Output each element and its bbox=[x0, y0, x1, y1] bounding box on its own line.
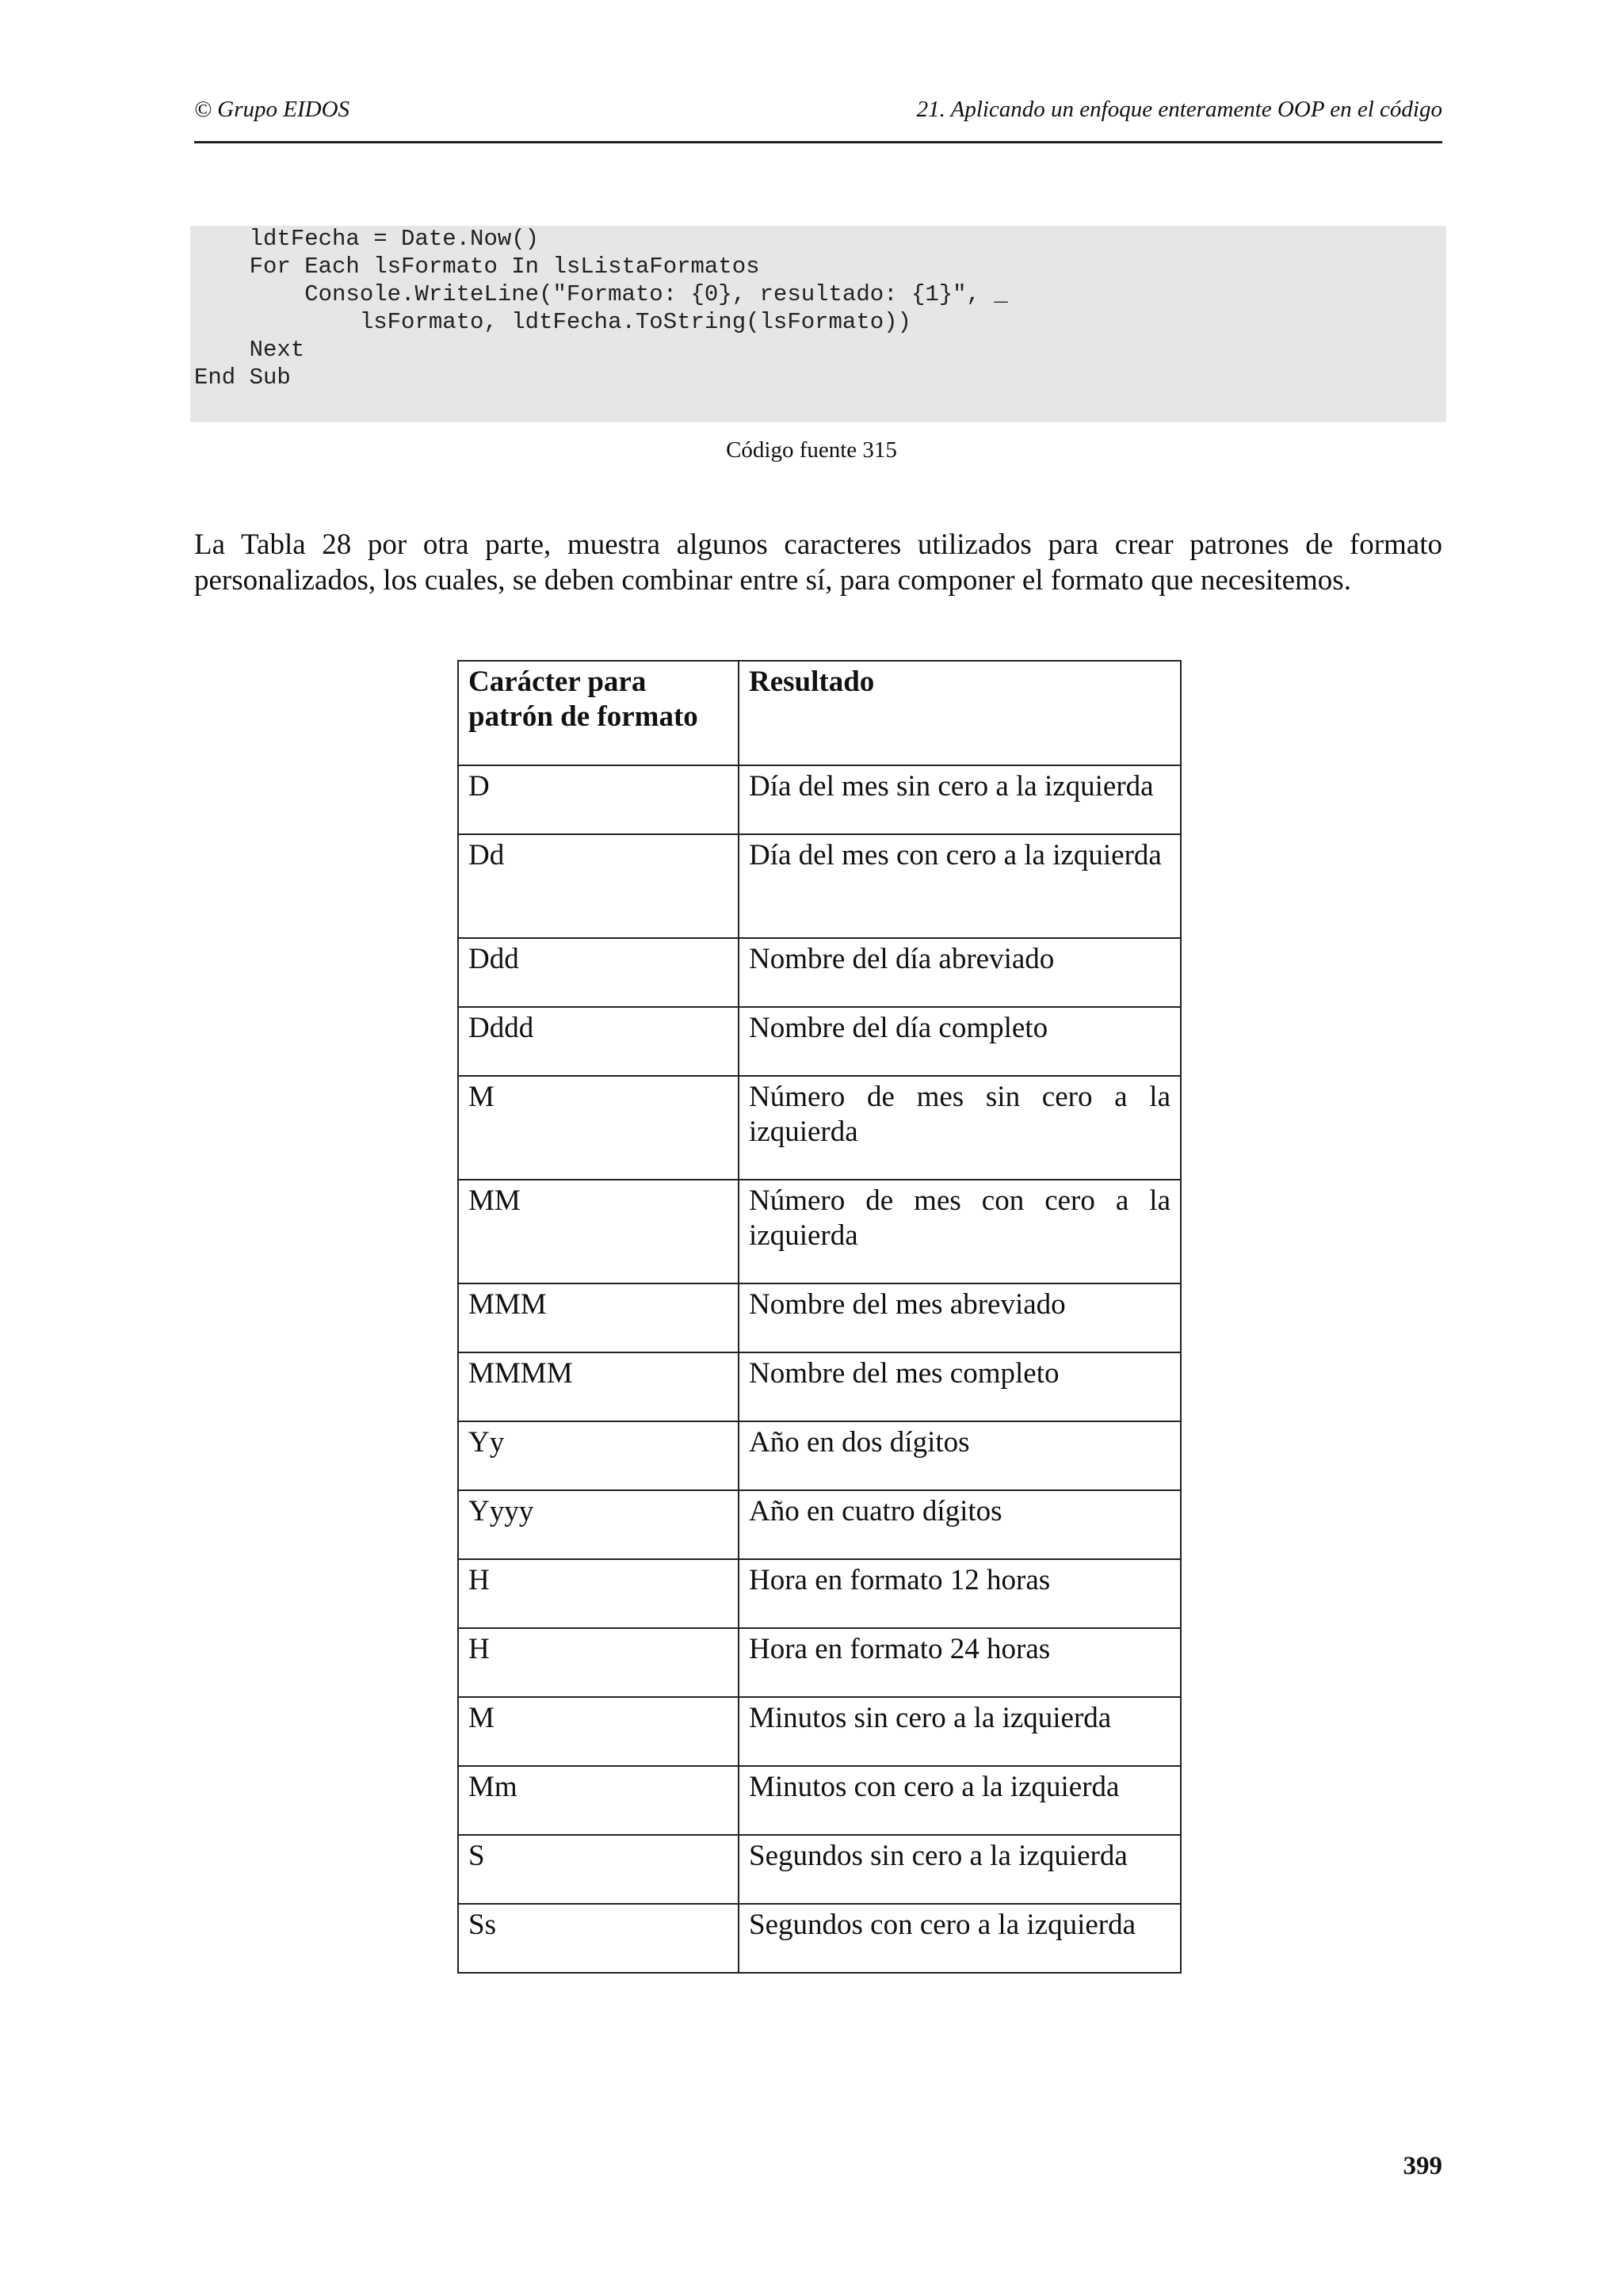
result-cell: Año en dos dígitos bbox=[739, 1421, 1181, 1490]
result-cell: Hora en formato 12 horas bbox=[739, 1559, 1181, 1628]
code-block bbox=[190, 226, 1446, 422]
pattern-cell: MMMM bbox=[458, 1352, 739, 1421]
pattern-cell: Dddd bbox=[458, 1007, 739, 1076]
page-header bbox=[194, 97, 1442, 143]
pattern-cell: S bbox=[458, 1835, 739, 1904]
pattern-cell: D bbox=[458, 765, 739, 834]
table-row bbox=[458, 1076, 1181, 1180]
body-paragraph: La Tabla 28 por otra parte, muestra algunos caracteres utilizados para crear patrones de formato personalizados, los cuales, se deben combinar entre sí, para componer el formato que necesitemos. bbox=[194, 528, 1442, 597]
result-cell: Nombre del día completo bbox=[739, 1007, 1181, 1076]
result-cell: Segundos con cero a la izquierda bbox=[739, 1904, 1181, 1973]
table-row bbox=[458, 765, 1181, 834]
pattern-cell: M bbox=[458, 1697, 739, 1766]
result-cell: Hora en formato 24 horas bbox=[739, 1628, 1181, 1697]
code-line: ldtFecha = Date.Now() bbox=[194, 226, 540, 252]
format-patterns-table bbox=[457, 660, 1182, 1974]
result-cell: Nombre del día abreviado bbox=[739, 938, 1181, 1007]
result-cell: Número de mes sin cero a la izquierda bbox=[739, 1076, 1181, 1180]
pattern-cell: MMM bbox=[458, 1283, 739, 1352]
table-row bbox=[458, 1007, 1181, 1076]
table-row bbox=[458, 1180, 1181, 1283]
pattern-cell: Ss bbox=[458, 1904, 739, 1973]
code-line: For Each lsFormato In lsListaFormatos bbox=[194, 254, 760, 280]
pattern-cell: H bbox=[458, 1559, 739, 1628]
pattern-cell: M bbox=[458, 1076, 739, 1180]
result-cell: Minutos sin cero a la izquierda bbox=[739, 1697, 1181, 1766]
table-row bbox=[458, 1904, 1181, 1973]
code-line: Next bbox=[194, 337, 305, 363]
pattern-cell: Ddd bbox=[458, 938, 739, 1007]
table-row bbox=[458, 1283, 1181, 1352]
table-row bbox=[458, 1766, 1181, 1835]
pattern-cell: Dd bbox=[458, 834, 739, 938]
result-cell: Segundos sin cero a la izquierda bbox=[739, 1835, 1181, 1904]
code-line: lsFormato, ldtFecha.ToString(lsFormato)) bbox=[194, 309, 911, 335]
pattern-cell: Yy bbox=[458, 1421, 739, 1490]
table-row bbox=[458, 1352, 1181, 1421]
table-row bbox=[458, 1835, 1181, 1904]
table-row bbox=[458, 1697, 1181, 1766]
result-cell: Nombre del mes completo bbox=[739, 1352, 1181, 1421]
column-header-result: Resultado bbox=[739, 661, 1181, 765]
result-cell: Día del mes con cero a la izquierda bbox=[739, 834, 1181, 938]
result-cell: Minutos con cero a la izquierda bbox=[739, 1766, 1181, 1835]
result-cell: Nombre del mes abreviado bbox=[739, 1283, 1181, 1352]
code-line: End Sub bbox=[194, 364, 291, 391]
table-row bbox=[458, 938, 1181, 1007]
table-row bbox=[458, 1421, 1181, 1490]
table-row bbox=[458, 1559, 1181, 1628]
header-chapter-title: 21. Aplicando un enfoque enteramente OOP en el código bbox=[916, 97, 1442, 122]
table-row bbox=[458, 1490, 1181, 1559]
pattern-cell: Yyyy bbox=[458, 1490, 739, 1559]
code-line: Console.WriteLine("Formato: {0}, resultado: {1}", _ bbox=[194, 281, 1008, 307]
result-cell: Día del mes sin cero a la izquierda bbox=[739, 765, 1181, 834]
table-row bbox=[458, 834, 1181, 938]
result-cell: Número de mes con cero a la izquierda bbox=[739, 1180, 1181, 1283]
pattern-cell: Mm bbox=[458, 1766, 739, 1835]
pattern-cell: H bbox=[458, 1628, 739, 1697]
page-number: 399 bbox=[1403, 2152, 1442, 2180]
column-header-pattern: Carácter para patrón de formato bbox=[458, 661, 739, 765]
header-publisher: © Grupo EIDOS bbox=[194, 97, 350, 122]
code-caption: Código fuente 315 bbox=[726, 437, 897, 463]
table-row bbox=[458, 1628, 1181, 1697]
result-cell: Año en cuatro dígitos bbox=[739, 1490, 1181, 1559]
pattern-cell: MM bbox=[458, 1180, 739, 1283]
table-header-row bbox=[458, 661, 1181, 765]
